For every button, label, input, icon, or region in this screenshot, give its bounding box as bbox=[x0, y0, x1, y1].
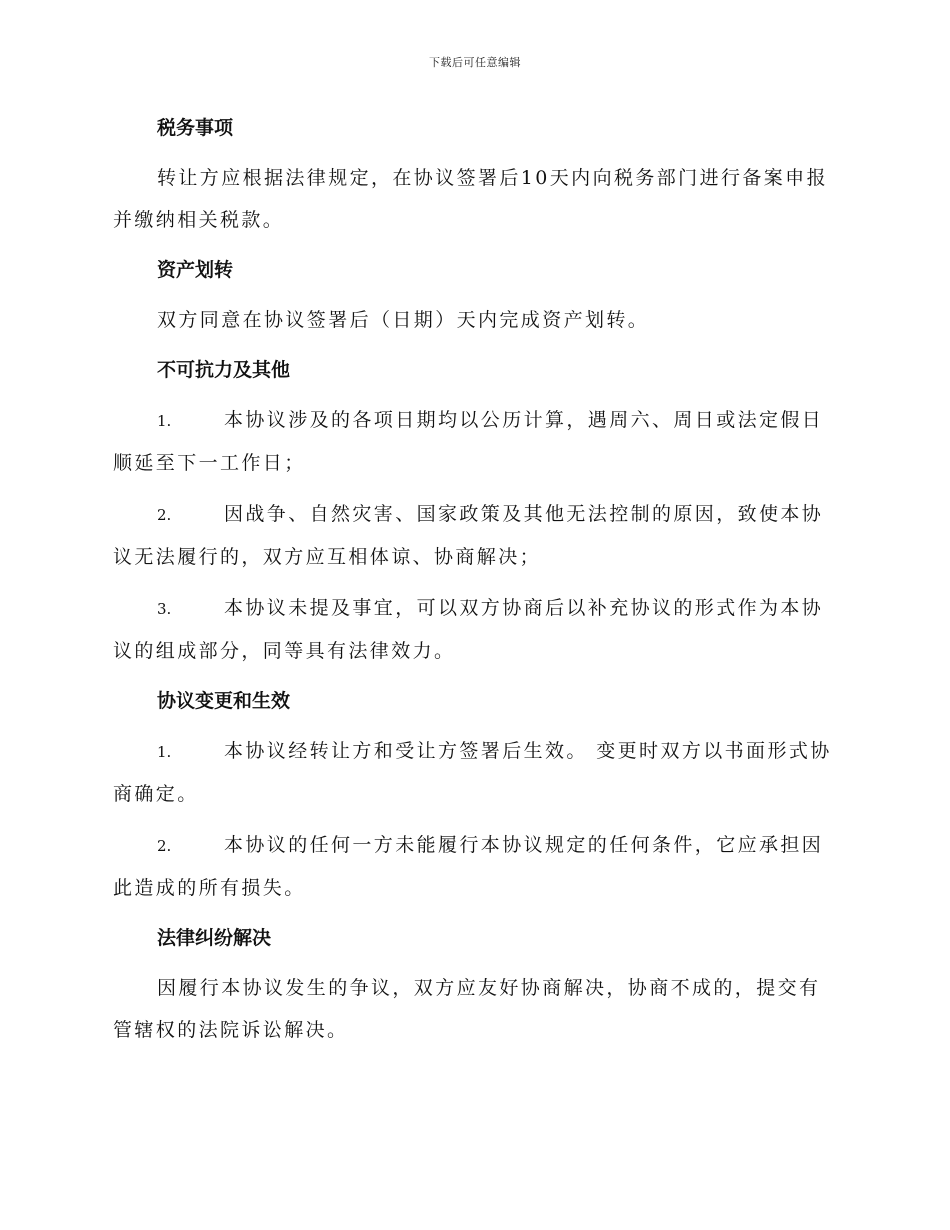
list-item-text: 本协议涉及的各项日期均以公历计算，遇周六、周日或法定假日顺延至下一工作日； bbox=[113, 409, 824, 474]
section-heading-asset: 资产划转 bbox=[157, 259, 234, 281]
list-item-text: 因战争、自然灾害、国家政策及其他无法控制的原因，致使本协议无法履行的，双方应互相体谅、协商解决； bbox=[113, 503, 824, 568]
section-heading-dispute: 法律纠纷解决 bbox=[157, 927, 272, 949]
list-item bbox=[113, 587, 837, 672]
section-heading-force-majeure: 不可抗力及其他 bbox=[157, 359, 291, 381]
list-item-text: 本协议的任何一方未能履行本协议规定的任何条件，它应承担因此造成的所有损失。 bbox=[113, 834, 824, 899]
list-item-number: 2. bbox=[157, 837, 172, 855]
paragraph-asset: 双方同意在协议签署后（日期）天内完成资产划转。 bbox=[157, 309, 650, 331]
list-item-number: 1. bbox=[157, 412, 172, 430]
list-item-number: 1. bbox=[157, 743, 172, 761]
section-heading-tax: 税务事项 bbox=[157, 117, 234, 139]
paragraph-tax: 转让方应根据法律规定，在协议签署后10天内向税务部门进行备案申报并缴纳相关税款。 bbox=[113, 167, 828, 231]
list-item-number: 2. bbox=[157, 506, 172, 524]
list-item-number: 3. bbox=[157, 600, 172, 618]
list-item bbox=[113, 399, 837, 484]
document-body bbox=[113, 108, 837, 1060]
list-item-text: 本协议未提及事宜，可以双方协商后以补充协议的形式作为本协议的组成部分，同等具有法律效力。 bbox=[113, 597, 824, 662]
paragraph-dispute: 因履行本协议发生的争议，双方应友好协商解决，协商不成的，提交有管辖权的法院诉讼解决。 bbox=[113, 977, 821, 1041]
page-header: 下载后可任意编辑 bbox=[429, 56, 521, 69]
list-item-text: 本协议经转让方和受让方签署后生效。 变更时双方以书面形式协商确定。 bbox=[113, 740, 832, 805]
list-item bbox=[113, 824, 837, 909]
list-item bbox=[113, 493, 837, 578]
list-item bbox=[113, 730, 837, 815]
section-heading-change: 协议变更和生效 bbox=[157, 690, 291, 712]
